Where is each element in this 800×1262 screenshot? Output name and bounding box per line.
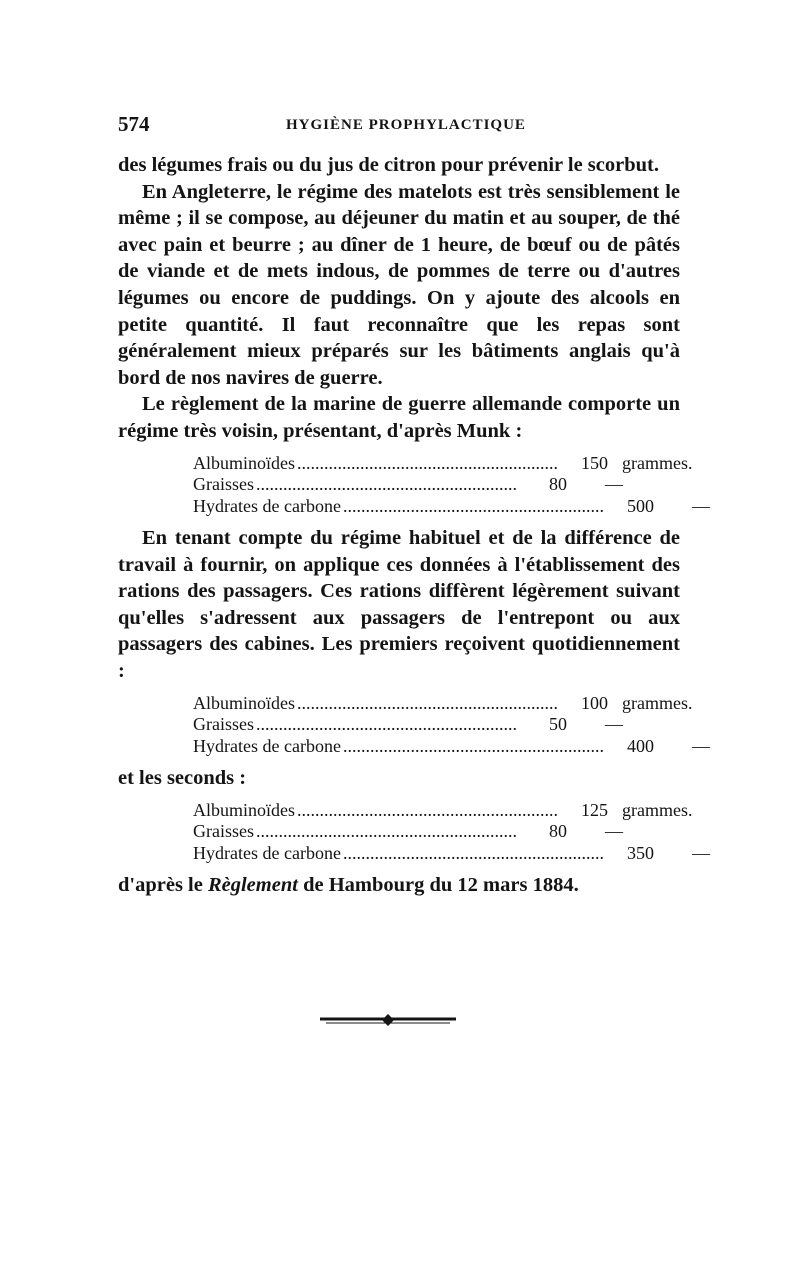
row-label: Hydrates de carbone — [193, 842, 341, 863]
page-number: 574 — [118, 112, 150, 136]
row-value: 80 — [549, 821, 567, 842]
leader-dots: .......................................................... — [342, 495, 604, 516]
row-unit: — — [691, 495, 710, 516]
table-row — [193, 452, 693, 475]
closing-suffix: de Hambourg du 12 mars 1884. — [297, 874, 579, 897]
table-row — [193, 474, 625, 496]
seconds-intro: et les seconds : — [118, 767, 247, 790]
row-value: 400 — [626, 735, 654, 756]
closing-italic: Règlement — [207, 874, 298, 897]
closing-line — [118, 872, 680, 899]
leader-dots: .......................................................... — [256, 821, 517, 842]
row-value: 500 — [626, 495, 654, 516]
body-text — [118, 152, 710, 899]
row-label: Albuminoïdes — [193, 799, 295, 820]
leader-dots: .......................................................... — [256, 474, 517, 495]
row-label: Graisses — [193, 474, 254, 495]
row-value: 50 — [549, 714, 567, 735]
row-label: Hydrates de carbone — [193, 735, 341, 756]
row-unit: — — [605, 474, 623, 495]
row-value: 150 — [581, 452, 608, 473]
paragraph-scurvy: des légumes frais ou du jus de citron pour prévenir le scorbut. — [118, 154, 659, 176]
row-label: Albuminoïdes — [193, 452, 295, 473]
row-unit: — — [691, 735, 710, 756]
table-row — [193, 799, 693, 822]
row-unit: grammes. — [622, 452, 693, 473]
row-value: 125 — [581, 799, 608, 820]
ration-table-german-navy — [193, 452, 710, 518]
leader-dots: .......................................................... — [297, 799, 558, 820]
leader-dots: .......................................................... — [297, 692, 558, 713]
row-value: 350 — [626, 842, 654, 863]
row-label: Hydrates de carbone — [193, 495, 341, 516]
paragraph-german-navy: Le règlement de la marine de guerre allemande comporte un régime très voisin, présentant, d'après Munk : — [118, 393, 680, 442]
leader-dots: .......................................................... — [342, 735, 604, 756]
row-label: Albuminoïdes — [193, 692, 295, 713]
table-row — [193, 821, 625, 843]
row-unit: grammes. — [622, 799, 693, 820]
leader-dots: .......................................................... — [256, 714, 517, 735]
table-row — [193, 495, 710, 518]
row-label: Graisses — [193, 821, 254, 842]
row-label: Graisses — [193, 714, 254, 735]
ration-table-first-passengers — [193, 692, 710, 758]
row-unit: — — [605, 714, 623, 735]
row-unit: — — [605, 821, 623, 842]
end-ornament-icon — [318, 1013, 458, 1027]
row-unit: — — [691, 842, 710, 863]
row-value: 80 — [549, 474, 567, 495]
row-unit: grammes. — [622, 692, 693, 713]
closing-prefix: d'après le — [118, 874, 208, 897]
table-row — [193, 735, 710, 758]
paragraph-england: En Angleterre, le régime des matelots est très sensiblement le même ; il se compose, au déjeuner du matin et au souper, de thé avec pain et beurre ; au dîner de 1 heure, de bœuf ou de pâtés de viande et de mets indous, de pommes de terre ou d'autres légumes ou encore de puddings. On y ajoute des alcools en petite quantité. Il faut reconnaître que les repas sont généralement mieux préparés sur les bâtiments anglais qu'à bord de nos navires de guerre. — [118, 180, 680, 389]
paragraph-passengers: En tenant compte du régime habituel et de la différence de travail à fournir, on applique ces données à l'établissement des rations des passagers. Ces rations diffèrent légèrement suivant qu'elles s'adressent aux passagers de l'entrepont ou aux passagers des cabines. Les premiers reçoivent quotidiennement : — [118, 527, 680, 682]
table-row — [193, 842, 710, 865]
ration-table-second-passengers — [193, 799, 710, 865]
row-value: 100 — [581, 692, 608, 713]
table-row — [193, 714, 625, 736]
running-head: HYGIÈNE PROPHYLACTIQUE — [286, 117, 526, 133]
leader-dots: .......................................................... — [297, 452, 558, 473]
leader-dots: .......................................................... — [342, 842, 604, 863]
page-header — [118, 112, 680, 142]
table-row — [193, 692, 693, 715]
